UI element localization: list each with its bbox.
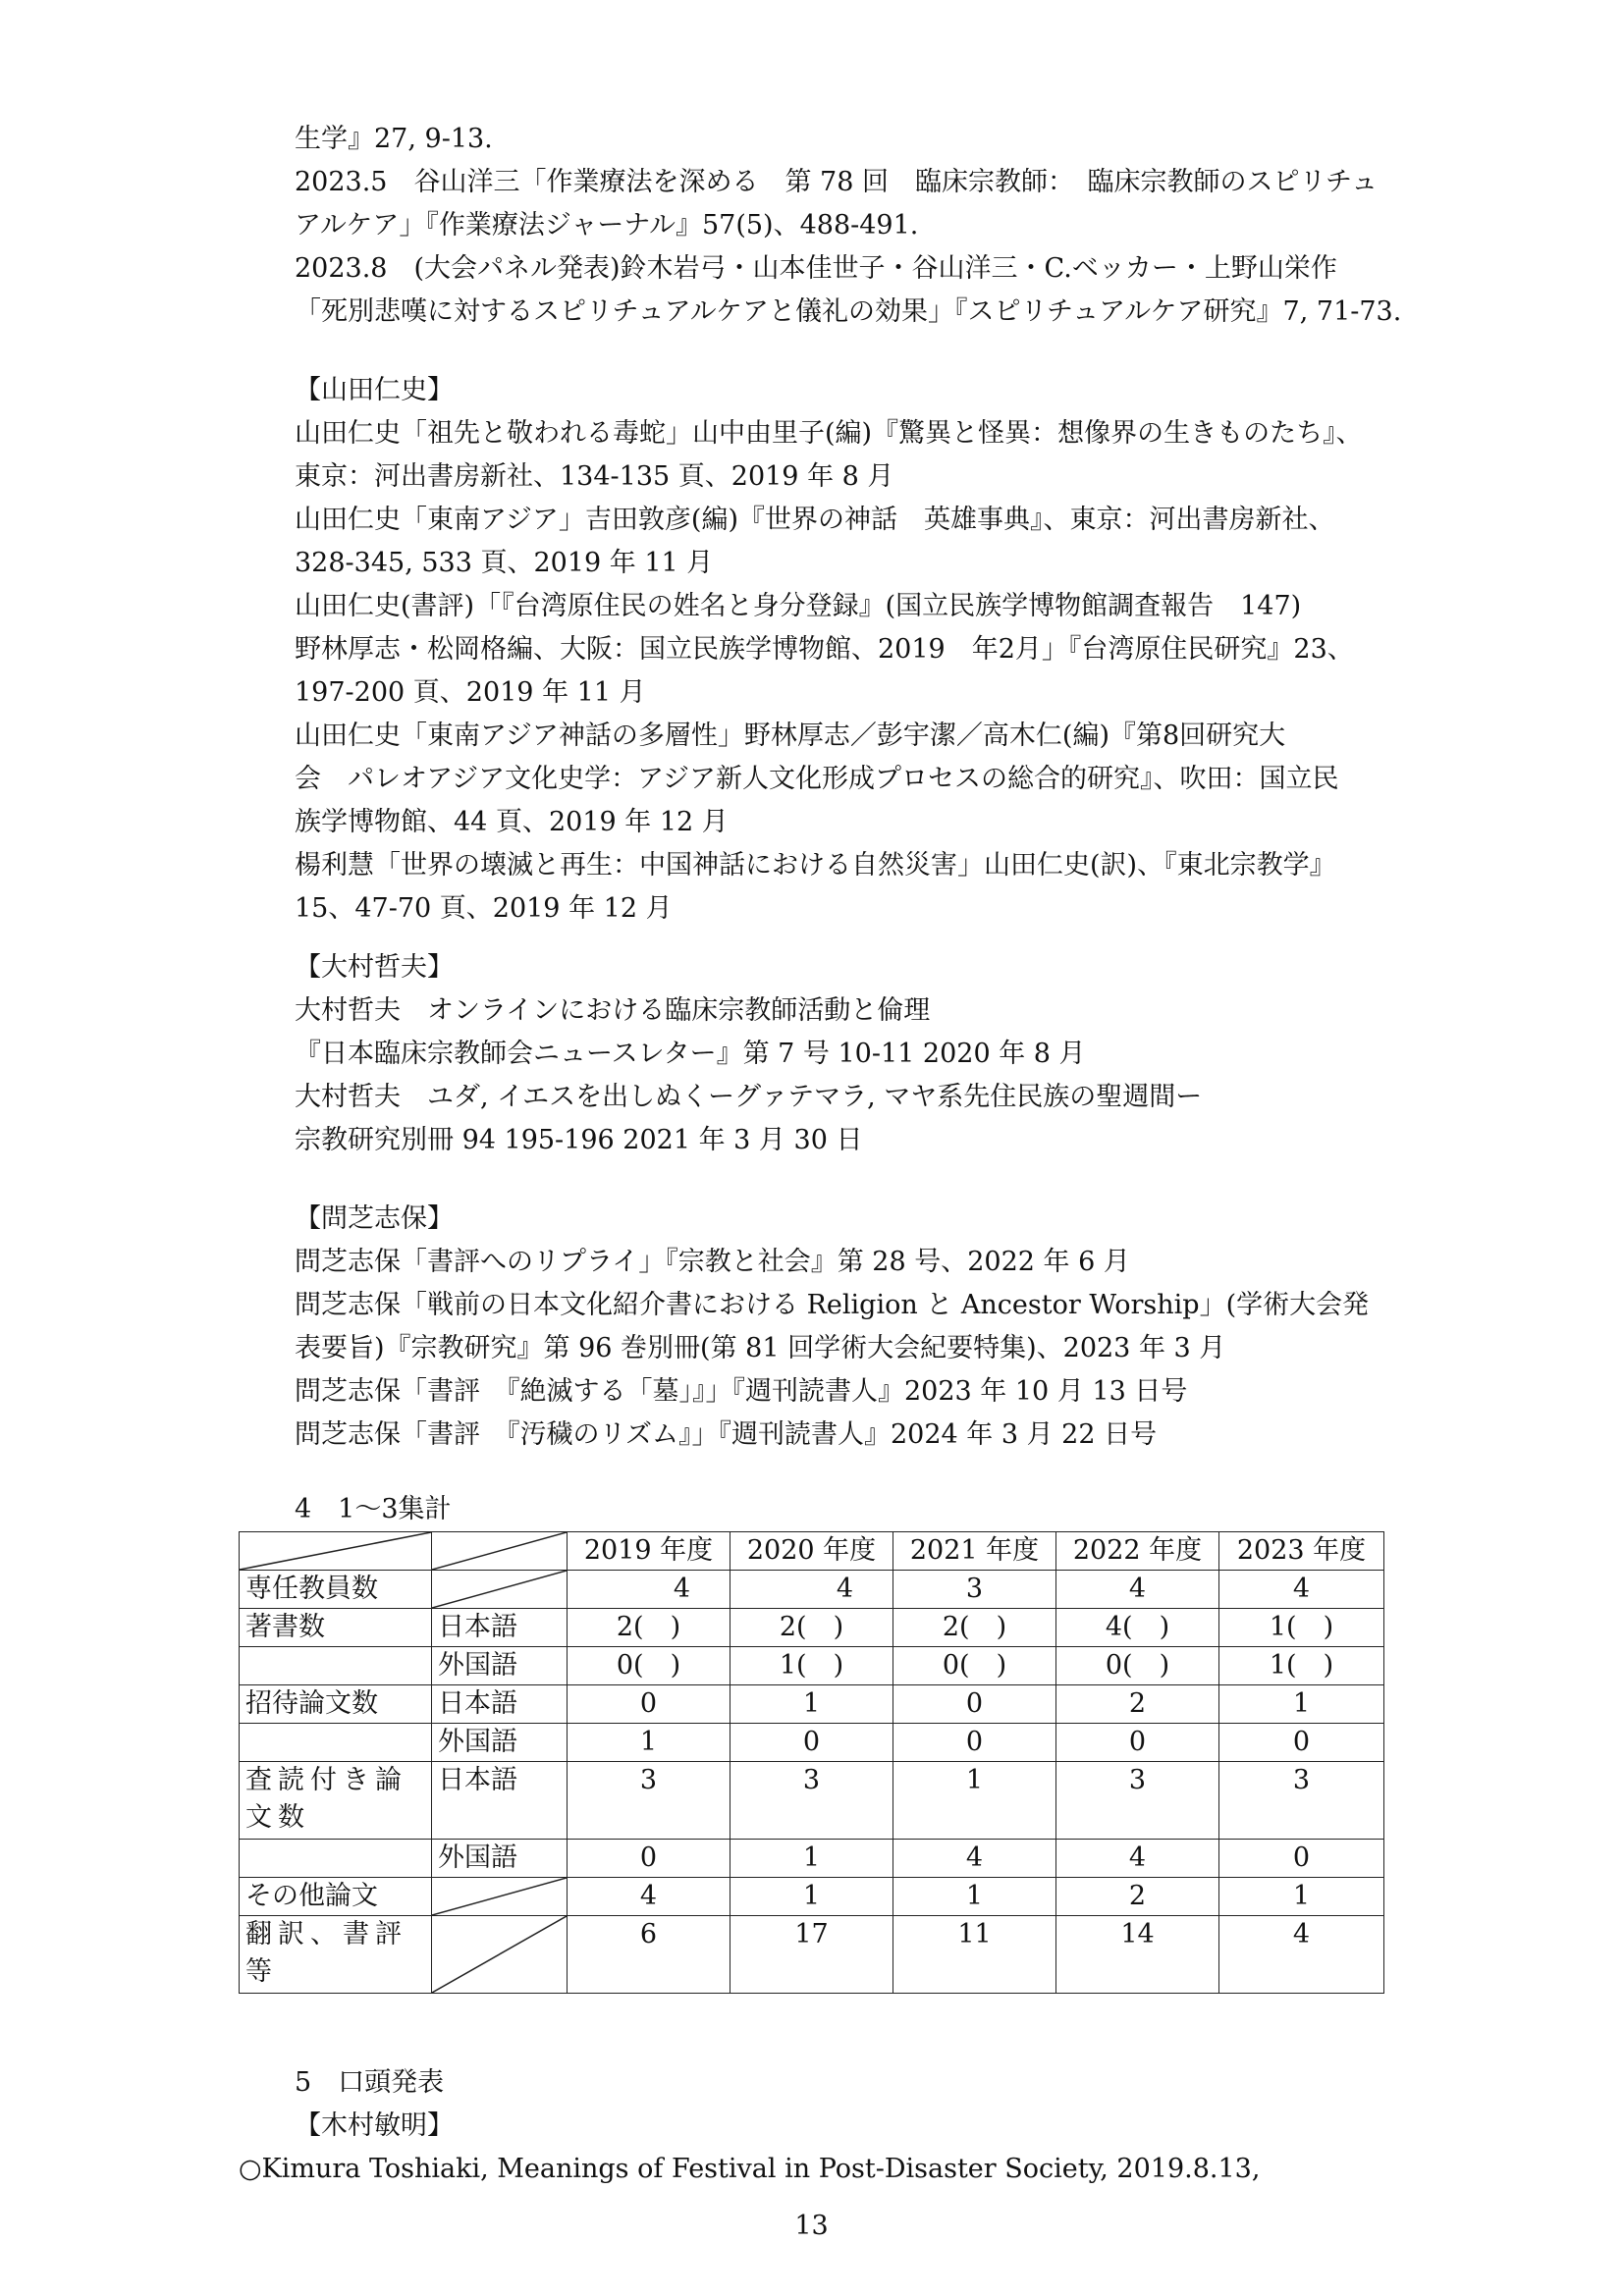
- table-cell: 4: [893, 1840, 1056, 1878]
- year-header: 2020 年度: [730, 1532, 893, 1571]
- table-cell: 4: [730, 1571, 893, 1609]
- table-row: [240, 1647, 1384, 1685]
- row-label: [240, 1647, 432, 1685]
- row-label: 招待論文数: [240, 1685, 432, 1724]
- text-line: 会 パレオアジア文化史学：アジア新人文化形成プロセスの総合的研究』、吹田：国立民: [295, 764, 1339, 794]
- year-header: 2019 年度: [568, 1532, 730, 1571]
- table-row: [240, 1571, 1384, 1609]
- row-label: 著書数: [240, 1609, 432, 1647]
- toshiba-section: [295, 1198, 1404, 1457]
- text-line: 族学博物館、44 頁、2019 年 12 月: [295, 807, 729, 837]
- table-cell: 2( ): [893, 1609, 1056, 1647]
- text-line: 生学』27, 9-13.: [295, 124, 493, 154]
- table-cell: 0( ): [893, 1647, 1056, 1685]
- table-caption: 4 1～3集計: [295, 1494, 452, 1524]
- table-cell: 14: [1056, 1916, 1219, 1994]
- text-line: 問芝志保「書評へのリプライ」『宗教と社会』第 28 号、2022 年 6 月: [295, 1247, 1130, 1277]
- table-cell: 1( ): [1219, 1647, 1384, 1685]
- row-label: その他論文: [240, 1878, 432, 1916]
- table-cell: 3: [1219, 1762, 1384, 1840]
- row-sublabel: 日本語: [432, 1609, 568, 1647]
- text-line: 山田仁史「東南アジア」吉田敦彦(編)『世界の神話 英雄事典』、東京：河出書房新社、: [295, 505, 1335, 535]
- diagonal-cell: [432, 1878, 568, 1916]
- table-cell: 1: [893, 1762, 1056, 1840]
- table-cell: 0( ): [568, 1647, 730, 1685]
- text-line: 大村哲夫 ユダ, イエスを出しぬくーグァテマラ, マヤ系先住民族の聖週間ー: [295, 1082, 1203, 1112]
- text-line: 表要旨)『宗教研究』第 96 巻別冊(第 81 回学術大会紀要特集)、2023 年 3 月: [295, 1333, 1226, 1363]
- omura-section: [295, 946, 1404, 1162]
- text-line: 「死別悲嘆に対するスピリチュアルケアと儀礼の効果」『スピリチュアルケア研究』7, 71-73.: [295, 296, 1402, 327]
- text-line: 山田仁史「祖先と敬われる毒蛇」山中由里子(編)『驚異と怪異：想像界の生きものたち』、: [295, 418, 1363, 449]
- table-cell: 1: [730, 1840, 893, 1878]
- text-line: ○Kimura Toshiaki, Meanings of Festival in Post-Disaster Society, 2019.8.13,: [239, 2154, 1261, 2184]
- table-cell: 2: [1056, 1685, 1219, 1724]
- table-cell: 1: [568, 1724, 730, 1762]
- table-cell: 6: [568, 1916, 730, 1994]
- text-line: 2023.8 (大会パネル発表)鈴木岩弓・山本佳世子・谷山洋三・C.ベッカー・上野山栄作: [295, 253, 1337, 284]
- text-line: 野林厚志・松岡格編、大阪：国立民族学博物館、2019 年2月」『台湾原住民研究』23、: [295, 634, 1354, 665]
- table-cell: 3: [1056, 1762, 1219, 1840]
- table-cell: 1: [730, 1685, 893, 1724]
- table-cell: 0: [568, 1840, 730, 1878]
- table-cell: 1: [893, 1878, 1056, 1916]
- row-sublabel: 日本語: [432, 1685, 568, 1724]
- table-cell: 0: [568, 1685, 730, 1724]
- table-cell: 1: [1219, 1878, 1384, 1916]
- table-cell: 0: [893, 1724, 1056, 1762]
- text-line: 大村哲夫 オンラインにおける臨床宗教師活動と倫理: [295, 995, 931, 1026]
- text-line: 楊利慧「世界の壊滅と再生：中国神話における自然災害」山田仁史(訳)、『東北宗教学』: [295, 850, 1336, 881]
- row-sublabel: 外国語: [432, 1840, 568, 1878]
- table-row: [240, 1840, 1384, 1878]
- table-row: [240, 1762, 1384, 1840]
- row-sublabel: 外国語: [432, 1724, 568, 1762]
- intro-section: [295, 118, 1404, 334]
- table-cell: 0: [1219, 1840, 1384, 1878]
- table-cell: 0: [1056, 1724, 1219, 1762]
- table-cell: 2( ): [730, 1609, 893, 1647]
- section-heading: 【問芝志保】: [295, 1203, 454, 1234]
- table-cell: 3: [730, 1762, 893, 1840]
- text-line: 『日本臨床宗教師会ニュースレター』第 7 号 10-11 2020 年 8 月: [295, 1039, 1086, 1069]
- text-line: 宗教研究別冊 94 195-196 2021 年 3 月 30 日: [295, 1125, 863, 1155]
- text-line: 問芝志保「戦前の日本文化紹介書における Religion と Ancestor Worship」(学術大会発: [295, 1290, 1370, 1320]
- text-line: 山田仁史(書評)「『台湾原住民の姓名と身分登録』(国立民族学博物館調査報告 147): [295, 591, 1302, 621]
- table-cell: 4: [1219, 1571, 1384, 1609]
- row-label: [240, 1840, 432, 1878]
- table-cell: 4( ): [1056, 1609, 1219, 1647]
- table-cell: 3: [568, 1762, 730, 1840]
- text-line: 問芝志保「書評 『汚穢のリズム』」『週刊読書人』2024 年 3 月 22 日号: [295, 1419, 1158, 1450]
- yamada-section: [295, 369, 1404, 931]
- table-header-row: [240, 1532, 1384, 1571]
- table-row: [240, 1609, 1384, 1647]
- section-heading: 【木村敏明】: [295, 2110, 454, 2141]
- text-line: 問芝志保「書評 『絶滅する「墓」』」『週刊読書人』2023 年 10 月 13 日号: [295, 1376, 1188, 1407]
- table-cell: 11: [893, 1916, 1056, 1994]
- year-header: 2022 年度: [1056, 1532, 1219, 1571]
- section-title: 5 口頭発表: [295, 2067, 445, 2098]
- page-number: 13: [794, 2211, 829, 2241]
- table-cell: 0: [730, 1724, 893, 1762]
- table-cell: 0: [893, 1685, 1056, 1724]
- table-cell: 17: [730, 1916, 893, 1994]
- text-line: 東京：河出書房新社、134-135 頁、2019 年 8 月: [295, 461, 894, 492]
- table-row: [240, 1685, 1384, 1724]
- text-line: 山田仁史「東南アジア神話の多層性」野林厚志／彭宇潔／高木仁(編)『第8回研究大: [295, 721, 1286, 751]
- table-row: [240, 1724, 1384, 1762]
- diagonal-cell: [240, 1532, 432, 1571]
- table-cell: 2( ): [568, 1609, 730, 1647]
- diagonal-cell: [432, 1571, 568, 1609]
- table-cell: 4: [1056, 1571, 1219, 1609]
- diagonal-cell: [432, 1916, 568, 1994]
- table-row: [240, 1878, 1384, 1916]
- table-cell: 1: [730, 1878, 893, 1916]
- table-cell: 1( ): [730, 1647, 893, 1685]
- table-cell: 3: [893, 1571, 1056, 1609]
- table-cell: 1( ): [1219, 1609, 1384, 1647]
- oral-presentations-section: [295, 2061, 1404, 2148]
- table-cell: 4: [568, 1571, 730, 1609]
- section-heading: 【大村哲夫】: [295, 952, 454, 983]
- text-line: 2023.5 谷山洋三「作業療法を深める 第 78 回 臨床宗教師： 臨床宗教師のスピリチュ: [295, 167, 1379, 197]
- row-label: 専任教員数: [240, 1571, 432, 1609]
- summary-table: [239, 1531, 1384, 1994]
- table-cell: 4: [568, 1878, 730, 1916]
- summary-table-body: [240, 1532, 1384, 1994]
- section-heading: 【山田仁史】: [295, 375, 454, 405]
- table-cell: 1: [1219, 1685, 1384, 1724]
- row-sublabel: 外国語: [432, 1647, 568, 1685]
- row-label: 査読付き論文数: [240, 1762, 432, 1840]
- row-label: [240, 1724, 432, 1762]
- year-header: 2021 年度: [893, 1532, 1056, 1571]
- row-label: 翻訳、書評等: [240, 1916, 432, 1994]
- table-cell: 0: [1219, 1724, 1384, 1762]
- text-line: 328-345, 533 頁、2019 年 11 月: [295, 548, 714, 578]
- table-cell: 4: [1219, 1916, 1384, 1994]
- row-sublabel: 日本語: [432, 1762, 568, 1840]
- table-cell: 0( ): [1056, 1647, 1219, 1685]
- text-line: アルケア」『作業療法ジャーナル』57(5)、488-491.: [295, 210, 919, 240]
- table-cell: 4: [1056, 1840, 1219, 1878]
- year-header: 2023 年度: [1219, 1532, 1384, 1571]
- table-row: [240, 1916, 1384, 1994]
- table-cell: 2: [1056, 1878, 1219, 1916]
- text-line: 197-200 頁、2019 年 11 月: [295, 677, 646, 708]
- text-line: 15、47-70 頁、2019 年 12 月: [295, 893, 673, 924]
- diagonal-cell: [432, 1532, 568, 1571]
